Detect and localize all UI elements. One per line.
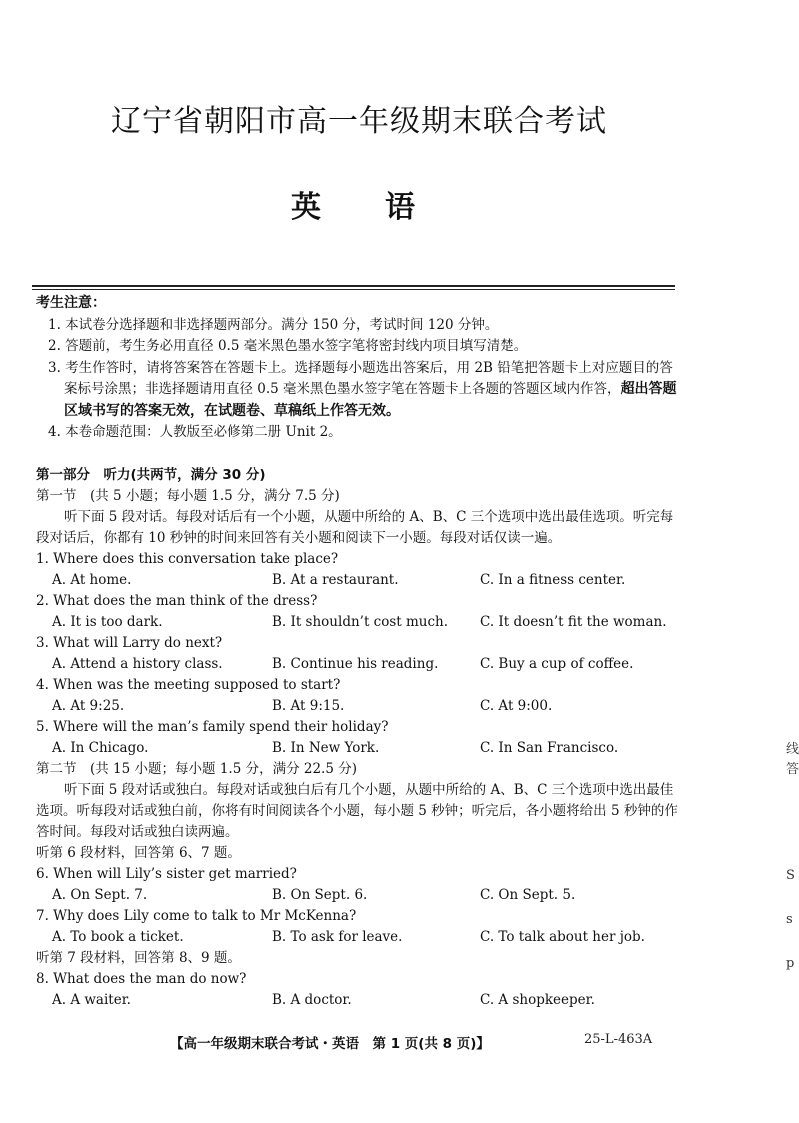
section2-instruction: 听下面 5 段对话或独白。每段对话或独白后有几个小题，从题中所给的 A、B、C 三个选项中选出最佳选项。听每段对话或独白前，你将有时间阅读各个小题，每小题 5 秒钟；听完后，各小题将给出 5 秒钟的作答时间。每段对话或独白读两遍。 <box>36 782 678 840</box>
notice-item-3-text: 3. 考生作答时，请将答案答在答题卡上。选择题每小题选出答案后，用 2B 铅笔把答题卡上对应题目的答案标号涂黑；非选择题请用直径 0.5 毫米黑色墨水签字笔在答题卡上各题的答题区域内作答， <box>48 359 673 397</box>
material-6-note: 听第 6 段材料，回答第 6、7 题。 <box>36 845 241 861</box>
section2-heading: 第二节 (共 15 小题；每小题 1.5 分，满分 22.5 分) <box>36 761 357 777</box>
option-a: A. A waiter. <box>52 992 131 1008</box>
question-8 <box>36 969 681 1011</box>
question-6 <box>36 864 681 906</box>
binding-margin-mark: s <box>786 912 793 927</box>
option-a: A. To book a ticket. <box>52 929 184 945</box>
section1-heading: 第一节 (共 5 小题；每小题 1.5 分，满分 7.5 分) <box>36 488 340 504</box>
option-a: A. At 9:25. <box>52 698 125 714</box>
option-a: A. It is too dark. <box>52 614 163 630</box>
option-b: B. In New York. <box>272 740 380 756</box>
question-stem: 1. Where does this conversation take place? <box>36 551 339 567</box>
page-footer: 【高一年级期末联合考试・英语 第 1 页(共 8 页)】 <box>170 1036 490 1052</box>
binding-margin-mark: 答 <box>786 762 799 777</box>
notice-item-4: 4. 本卷命题范围：人教版至必修第二册 Unit 2。 <box>48 424 342 440</box>
question-1 <box>36 549 681 591</box>
question-7 <box>36 906 681 948</box>
option-b: B. A doctor. <box>272 992 352 1008</box>
candidate-notice <box>36 293 686 444</box>
notice-item-2: 2. 答题前，考生务必用直径 0.5 毫米黑色墨水签字笔将密封线内项目填写清楚。 <box>48 338 528 354</box>
option-c: C. A shopkeeper. <box>480 992 595 1008</box>
question-stem: 2. What does the man think of the dress? <box>36 593 318 609</box>
option-a: A. In Chicago. <box>52 740 149 756</box>
question-2 <box>36 591 681 633</box>
option-a: A. At home. <box>52 572 132 588</box>
option-c: C. It doesn’t fit the woman. <box>480 614 667 630</box>
listening-part <box>36 465 681 1011</box>
question-stem: 4. When was the meeting supposed to start? <box>36 677 341 693</box>
option-b: B. At a restaurant. <box>272 572 399 588</box>
notice-item-3 <box>36 358 686 423</box>
question-5 <box>36 717 681 759</box>
notice-item-1: 1. 本试卷分选择题和非选择题两部分。满分 150 分，考试时间 120 分钟。 <box>48 316 499 333</box>
option-b: B. It shouldn’t cost much. <box>272 614 449 630</box>
binding-margin-mark: p <box>786 956 795 971</box>
notice-heading: 考生注意： <box>36 295 106 311</box>
binding-margin-mark: 线 <box>786 742 799 757</box>
option-b: B. On Sept. 6. <box>272 887 368 903</box>
option-c: C. In San Francisco. <box>480 740 619 756</box>
divider-rule-thin <box>32 289 675 290</box>
paper-code: 25-L-463A <box>584 1032 653 1047</box>
question-3 <box>36 633 681 675</box>
exam-title: 辽宁省朝阳市高一年级期末联合考试 <box>111 104 607 139</box>
option-c: C. In a fitness center. <box>480 572 626 588</box>
divider-rule <box>32 285 675 287</box>
question-stem: 6. When will Lily’s sister get married? <box>36 866 297 882</box>
part1-heading: 第一部分 听力(共两节，满分 30 分) <box>36 467 266 483</box>
binding-margin-mark: S <box>786 868 795 883</box>
option-b: B. Continue his reading. <box>272 656 439 672</box>
question-4 <box>36 675 681 717</box>
question-stem: 8. What does the man do now? <box>36 971 247 987</box>
option-c: C. On Sept. 5. <box>480 887 576 903</box>
question-stem: 7. Why does Lily come to talk to Mr McKenna? <box>36 908 357 924</box>
option-b: B. To ask for leave. <box>272 929 403 945</box>
question-stem: 3. What will Larry do next? <box>36 635 223 651</box>
subject-title: 英语 <box>291 190 479 225</box>
question-stem: 5. Where will the man’s family spend their holiday? <box>36 719 389 735</box>
option-a: A. Attend a history class. <box>52 656 223 672</box>
option-c: C. Buy a cup of coffee. <box>480 656 634 672</box>
option-c: C. To talk about her job. <box>480 929 645 945</box>
material-7-note: 听第 7 段材料，回答第 8、9 题。 <box>36 950 241 966</box>
notice-item-3-bold: 超出答题区域书写的答案无效，在试题卷、草稿纸上作答无效。 <box>64 381 677 419</box>
section1-instruction: 听下面 5 段对话。每段对话后有一个小题，从题中所给的 A、B、C 三个选项中选出最佳选项。听完每段对话后，你都有 10 秒钟的时间来回答有关小题和阅读下一小题。每段对话仅读一遍。 <box>36 509 674 546</box>
option-b: B. At 9:15. <box>272 698 345 714</box>
option-c: C. At 9:00. <box>480 698 553 714</box>
option-a: A. On Sept. 7. <box>52 887 148 903</box>
